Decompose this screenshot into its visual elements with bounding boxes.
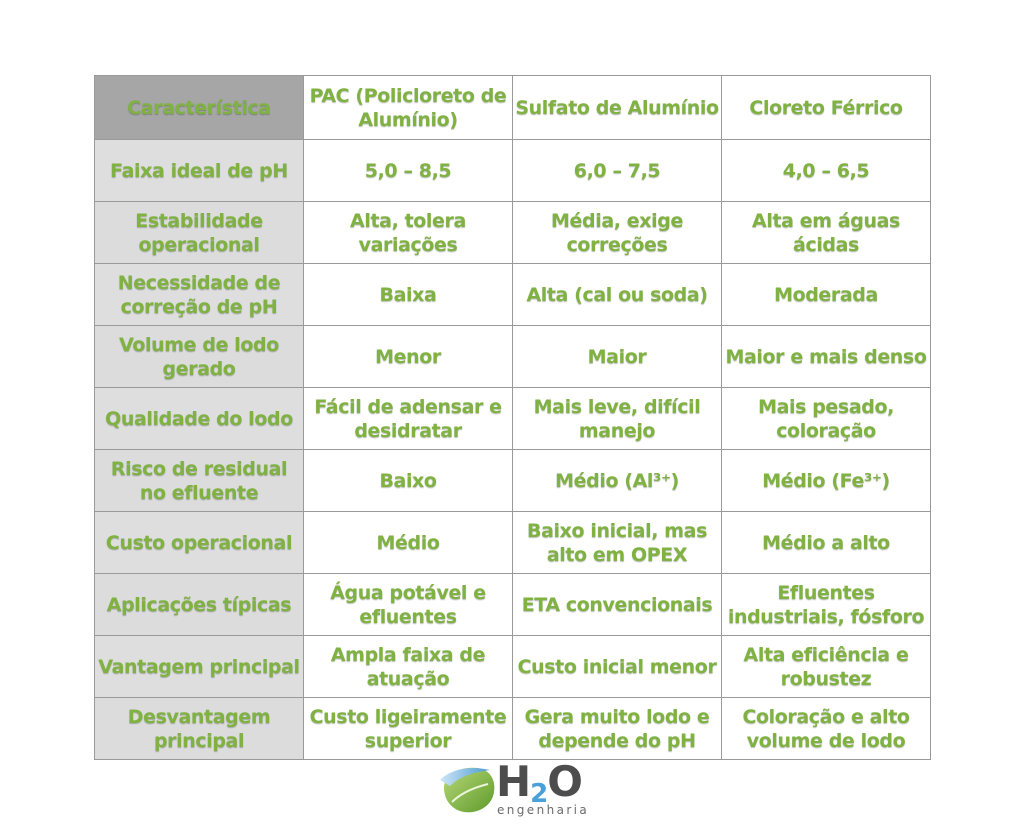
cell-pac: Ampla faixa de atuação [304,636,513,698]
cell-sulfato: Média, exige correções [513,202,722,264]
cell-cloreto: Alta eficiência e robustez [722,636,931,698]
logo-tagline: engenharia [497,803,590,817]
cell-pac: Baixa [304,264,513,326]
table-row [95,140,931,202]
cell-characteristic: Desvantagem principal [95,698,304,760]
table-row [95,450,931,512]
cell-cloreto: Alta em águas ácidas [722,202,931,264]
cell-characteristic: Aplicações típicas [95,574,304,636]
cell-pac: Menor [304,326,513,388]
logo-wordmark: H2O [496,757,582,809]
cell-characteristic: Faixa ideal de pH [95,140,304,202]
cell-pac: Custo ligeiramente superior [304,698,513,760]
header-row [95,76,931,140]
table-row [95,512,931,574]
cell-cloreto: Moderada [722,264,931,326]
header-sulfato: Sulfato de Alumínio [513,76,722,140]
cell-characteristic: Qualidade do lodo [95,388,304,450]
cell-cloreto: Mais pesado, coloração [722,388,931,450]
cell-characteristic: Volume de lodo gerado [95,326,304,388]
cell-sulfato: Médio (Al³⁺) [513,450,722,512]
cell-cloreto: Coloração e alto volume de lodo [722,698,931,760]
cell-sulfato: Gera muito lodo e depende do pH [513,698,722,760]
cell-sulfato: ETA convencionais [513,574,722,636]
cell-characteristic: Necessidade de correção de pH [95,264,304,326]
cell-pac: Fácil de adensar e desidratar [304,388,513,450]
header-pac: PAC (Policloreto de Alumínio) [304,76,513,140]
cell-cloreto: 4,0 – 6,5 [722,140,931,202]
cell-pac: Alta, tolera variações [304,202,513,264]
cell-pac: Água potável e efluentes [304,574,513,636]
comparison-table [94,75,931,760]
cell-characteristic: Estabilidade operacional [95,202,304,264]
cell-cloreto: Maior e mais denso [722,326,931,388]
cell-pac: Baixo [304,450,513,512]
table-row [95,698,931,760]
cell-cloreto: Médio (Fe³⁺) [722,450,931,512]
cell-pac: Médio [304,512,513,574]
cell-pac: 5,0 – 8,5 [304,140,513,202]
table-row [95,202,931,264]
header-cloreto: Cloreto Férrico [722,76,931,140]
cell-sulfato: Alta (cal ou soda) [513,264,722,326]
table-row [95,326,931,388]
header-characteristic: Característica [95,76,304,140]
cell-characteristic: Risco de residual no efluente [95,450,304,512]
table-row [95,388,931,450]
cell-cloreto: Médio a alto [722,512,931,574]
cell-cloreto: Efluentes industriais, fósforo [722,574,931,636]
table-row [95,574,931,636]
cell-characteristic: Custo operacional [95,512,304,574]
cell-sulfato: Baixo inicial, mas alto em OPEX [513,512,722,574]
leaf-drop-icon [438,758,500,820]
comparison-table-container [94,75,930,760]
cell-sulfato: Custo inicial menor [513,636,722,698]
cell-characteristic: Vantagem principal [95,636,304,698]
cell-sulfato: Maior [513,326,722,388]
table-row [95,636,931,698]
table-body [95,140,931,760]
cell-sulfato: Mais leve, difícil manejo [513,388,722,450]
h2o-logo [438,758,588,820]
table-row [95,264,931,326]
cell-sulfato: 6,0 – 7,5 [513,140,722,202]
